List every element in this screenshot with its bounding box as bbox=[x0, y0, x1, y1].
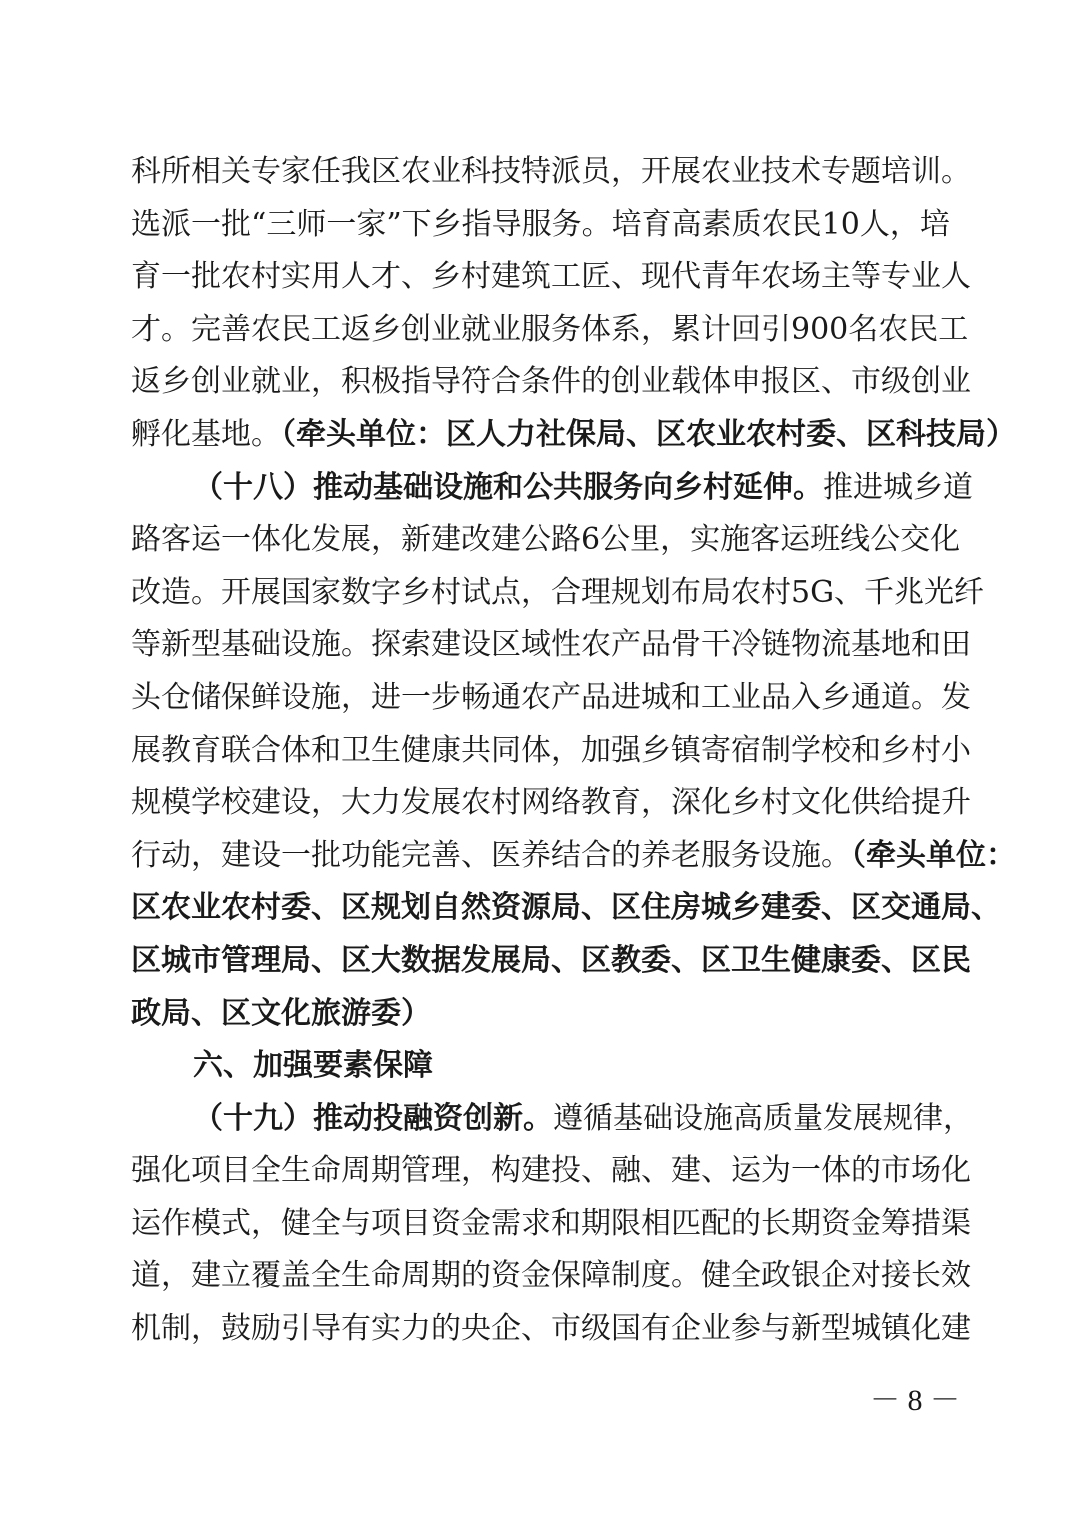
text-line bbox=[131, 1145, 971, 1198]
text-segment: 行动，建设一批功能完善、医养结合的养老服务设施。 bbox=[131, 837, 851, 873]
bold-text: （牵头单位： bbox=[851, 837, 1016, 873]
text-segment: 头仓储保鲜设施，进一步畅通农产品进城和工业品入乡通道。发 bbox=[131, 679, 971, 715]
text-line bbox=[131, 988, 929, 1041]
text-line bbox=[131, 409, 1016, 462]
bold-text: 区城市管理局、区大数据发展局、区教委、区卫生健康委、区民 bbox=[131, 942, 971, 978]
text-line bbox=[131, 725, 971, 778]
bold-text: （十九）推动投融资创新。 bbox=[193, 1100, 553, 1136]
text-segment: 推进城乡道 bbox=[823, 469, 973, 505]
text-segment: 等新型基础设施。探索建设区域性农产品骨干冷链物流基地和田 bbox=[131, 627, 971, 663]
text-segment: 道，建立覆盖全生命周期的资金保障制度。健全政银企对接长效 bbox=[131, 1258, 971, 1294]
text-segment: 遵循基础设施高质量发展规律， bbox=[553, 1100, 973, 1136]
text-line bbox=[131, 1250, 971, 1303]
text-line bbox=[131, 146, 971, 199]
text-line bbox=[131, 199, 950, 252]
text-segment: 强化项目全生命周期管理，构建投、融、建、运为一体的市场化 bbox=[131, 1153, 971, 1189]
text-segment: 孵化基地。 bbox=[131, 416, 281, 452]
text-line bbox=[131, 619, 971, 672]
text-segment: 规模学校建设，大力发展农村网络教育，深化乡村文化供给提升 bbox=[131, 785, 971, 821]
text-line bbox=[131, 1303, 971, 1356]
text-line bbox=[131, 1198, 971, 1251]
text-line bbox=[131, 304, 969, 357]
text-line bbox=[131, 567, 985, 620]
bold-text: （十八）推动基础设施和公共服务向乡村延伸。 bbox=[193, 469, 823, 505]
text-line bbox=[131, 514, 961, 567]
text-line bbox=[131, 935, 971, 988]
text-segment: 改造。开展国家数字乡村试点，合理规划布局农村5G、千兆光纤 bbox=[131, 574, 985, 610]
text-segment: 才。完善农民工返乡创业就业服务体系，累计回引900名农民工 bbox=[131, 311, 969, 347]
text-segment: 育一批农村实用人才、乡村建筑工匠、现代青年农场主等专业人 bbox=[131, 259, 971, 295]
text-segment: 选派一批“三师一家”下乡指导服务。培育高素质农民10人，培 bbox=[131, 206, 950, 242]
text-segment: 返乡创业就业，积极指导符合条件的创业载体申报区、市级创业 bbox=[131, 364, 971, 400]
bold-text: 区农业农村委、区规划自然资源局、区住房城乡建委、区交通局、 bbox=[131, 890, 1001, 926]
page-number: － 8 － bbox=[870, 1384, 960, 1417]
text-line bbox=[131, 251, 971, 304]
text-segment: 展教育联合体和卫生健康共同体，加强乡镇寄宿制学校和乡村小 bbox=[131, 732, 971, 768]
text-line bbox=[131, 882, 1001, 935]
text-line bbox=[131, 356, 971, 409]
bold-text: 政局、区文化旅游委） bbox=[131, 995, 431, 1031]
text-segment: 运作模式，健全与项目资金需求和期限相匹配的长期资金筹措渠 bbox=[131, 1205, 971, 1241]
text-line bbox=[131, 1093, 973, 1146]
text-line bbox=[131, 462, 973, 515]
text-segment: 机制，鼓励引导有实力的央企、市级国有企业参与新型城镇化建 bbox=[131, 1311, 971, 1347]
text-line bbox=[131, 672, 971, 725]
text-line bbox=[131, 777, 971, 830]
text-segment: 科所相关专家任我区农业科技特派员，开展农业技术专题培训。 bbox=[131, 154, 971, 189]
text-segment: 六、加强要素保障 bbox=[193, 1048, 433, 1084]
text-segment: 路客运一体化发展，新建改建公路6公里，实施客运班线公交化 bbox=[131, 522, 961, 558]
text-line bbox=[131, 830, 1016, 883]
bold-text: （牵头单位：区人力社保局、区农业农村委、区科技局） bbox=[281, 416, 1016, 452]
document-body bbox=[131, 146, 1016, 1356]
section-heading bbox=[131, 1040, 929, 1093]
